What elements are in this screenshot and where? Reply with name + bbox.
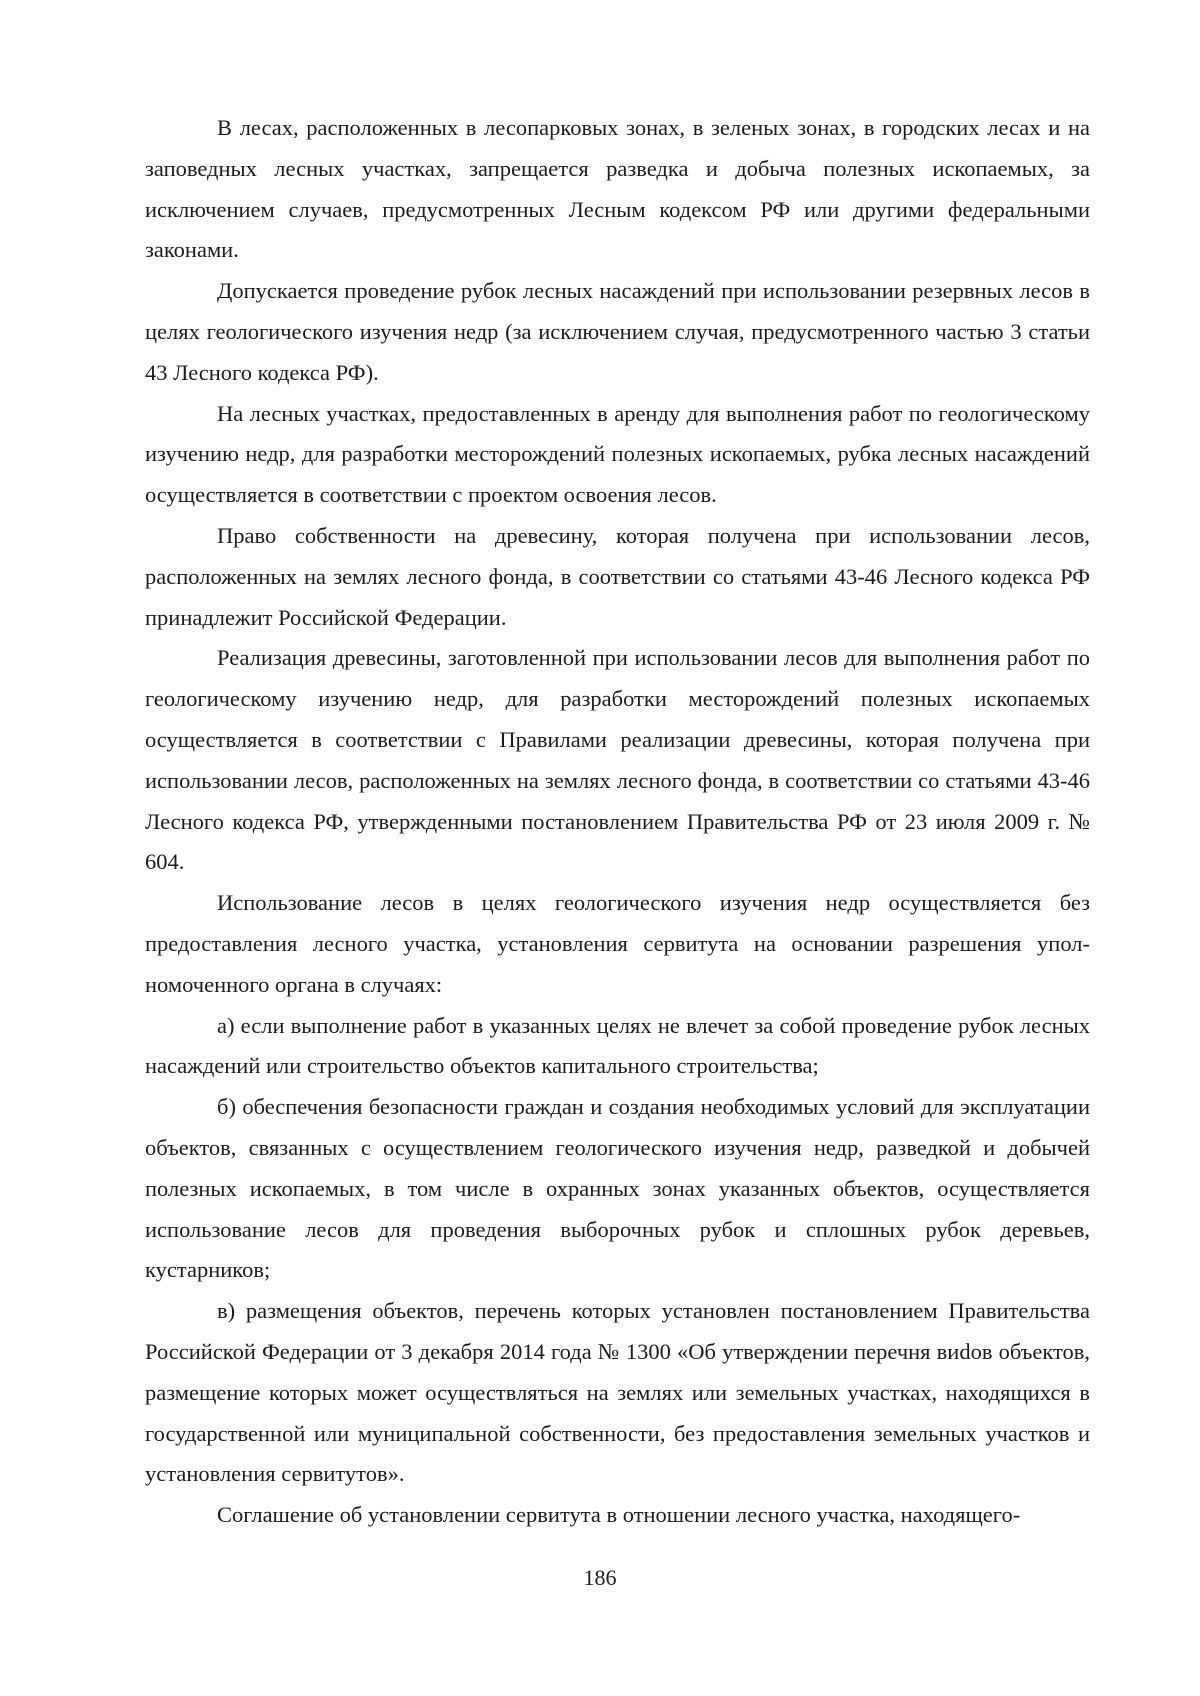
paragraph-1: В лесах, расположенных в лесопарковых зонах, в зеленых зонах, в городских лесах и на заповедных лесных участках, запрещается разведка и добыча полезных ископаемых, за исключением случаев, предусмотренных Лесным кодексом РФ или другими федеральными законами. <box>145 115 1090 263</box>
paragraph-4: Право собственности на древесину, которая получена при использовании лесов, расположенных на землях лесного фонда, в соответствии со статьями 43-46 Лесного кодекса РФ принадлежит Российской Федерации. <box>145 522 1090 630</box>
paragraph-3: На лесных участках, предоставленных в аренду для выполнения работ по геологическому изучению недр, для разработки месторождений полезных ископаемых, рубка лесных насаждений осуществляется в соответствии с проектом освоения лесов. <box>145 400 1090 508</box>
paragraph-6: Использование лесов в целях геологического изучения недр осуществляется без предоставления лесного участка, установления сервитута на основании разрешения уполномоченного органа в случаях: <box>145 890 1090 997</box>
paragraph-2: Допускается проведение рубок лесных насаждений при использовании резервных лесов в целях геологического изучения недр (за исключением случая, предусмотренного частью 3 статьи 43 Лесного кодекса РФ). <box>145 278 1090 385</box>
paragraph-5: Реализация древесины, заготовленной при использовании лесов для выполнения работ по геологическому изучению недр, для разработки месторождений полезных ископаемых осуществляется в соответствии с Правилами реализации древесины, которая получена при использовании лесов, расположенных на землях лесного фонда, в соответствии со статьями 43-46 Лесного кодекса РФ, утвержденными постановлением Правительства РФ от 23 июля 2009 г. № 604. <box>145 645 1090 875</box>
list-item-b: б) обеспечения безопасности граждан и создания необходимых условий для эксплуатации объектов, связанных с осуществлением геологического изучения недр, разведкой и добычей полезных ископаемых, в том числе в охранных зонах указанных объектов, осуществляется использование лесов для проведения выборочных рубок и сплошных рубок деревьев, кустарников; <box>145 1094 1090 1283</box>
paragraph-last: Соглашение об установлении сервитута в отношении лесного участка, находящего- <box>217 1502 1021 1528</box>
list-item-c: в) размещения объектов, перечень которых установлен постановлением Правительства Российской Федерации от 3 декабря 2014 года № 1300 «Об утверждении перечня виdов объектов, размещение которых может осуществляться на землях или земельных участках, находящихся в государственной или муниципальной собственности, без предоставления земельных участков и установления сервитутов». <box>145 1298 1090 1487</box>
document-page <box>145 108 1090 1536</box>
list-item-a: а) если выполнение работ в указанных целях не влечет за собой проведение рубок лесных насаждений или строительство объектов капитального строительства; <box>145 1012 1090 1079</box>
page-number: 186 <box>583 1565 617 1590</box>
